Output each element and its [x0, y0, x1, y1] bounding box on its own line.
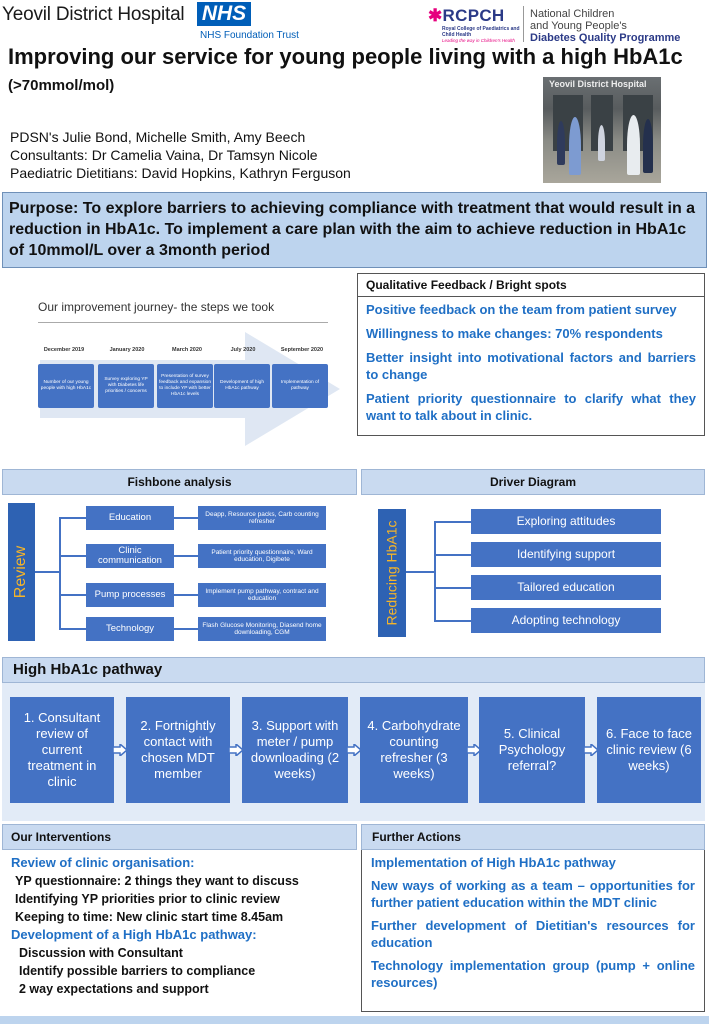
pathway-step: 6. Face to face clinic review (6 weeks) [597, 697, 701, 803]
fishbone-spine: Review [8, 503, 35, 641]
pathway-arrow-icon [347, 744, 361, 756]
driver-item: Tailored education [471, 575, 661, 600]
driver-item: Identifying support [471, 542, 661, 567]
fishbone-diagram [2, 497, 357, 645]
intervention-item: YP questionnaire: 2 things they want to discuss [15, 874, 299, 888]
interventions-panel [2, 850, 357, 1014]
qualitative-feedback-panel [357, 273, 705, 436]
journey-date: March 2020 [172, 347, 202, 353]
feedback-item: Positive feedback on the team from patient survey [366, 302, 677, 317]
further-action-item: New ways of working as a team – opportunities for further patient education within the MDT clinic [371, 878, 695, 910]
driver-item: Adopting technology [471, 608, 661, 633]
footer-strip [0, 1016, 709, 1024]
driver-item: Exploring attitudes [471, 509, 661, 534]
further-action-item: Further development of Dietitian's resources for education [371, 918, 695, 950]
pathway-flow [2, 683, 705, 821]
pathway-step: 2. Fortnightly contact with chosen MDT member [126, 697, 230, 803]
journey-step: Presentation of survey feedback and expansion to include YP with better HbA1c levels [157, 364, 213, 408]
further-actions-heading: Further Actions [361, 824, 705, 850]
fishbone-connector [59, 517, 61, 630]
fishbone-connector [174, 555, 198, 557]
nhs-logo: NHS [197, 2, 251, 26]
journey-date: July 2020 [230, 347, 256, 353]
pathway-heading: High HbA1c pathway [2, 657, 705, 683]
further-actions-panel [361, 850, 705, 1012]
improvement-journey [2, 280, 352, 435]
fishbone-detail: Deapp, Resource packs, Carb counting refresher [198, 506, 326, 530]
pathway-arrow-icon [584, 744, 598, 756]
pathway-step: 4. Carbohydrate counting refresher (3 weeks) [360, 697, 468, 803]
ncyp-logo-text: National Children and Young People's Diabetes Quality Programme [530, 8, 681, 44]
intervention-group-title: Development of a High HbA1c pathway: [11, 927, 257, 942]
fishbone-connector [59, 628, 86, 630]
intervention-item: Identifying YP priorities prior to clinic review [15, 892, 280, 906]
fishbone-connector [35, 571, 59, 573]
driver-diagram [361, 497, 705, 645]
interventions-heading: Our Interventions [2, 824, 357, 850]
further-action-item: Technology implementation group (pump + online resources) [371, 958, 695, 990]
fishbone-detail: Flash Glucose Monitoring, Diasend home downloading, CGM [198, 617, 326, 641]
pathway-arrow-icon [113, 744, 127, 756]
staff-line: PDSN's Julie Bond, Michelle Smith, Amy Beech [10, 129, 306, 145]
journey-rule [38, 322, 328, 323]
driver-connector [434, 554, 471, 556]
photo-sign-text: Yeovil District Hospital [549, 79, 647, 89]
fishbone-connector [59, 517, 86, 519]
journey-date: December 2019 [43, 347, 85, 353]
title-qualifier: (>70mmol/mol) [8, 77, 115, 94]
pathway-step: 3. Support with meter / pump downloading (2 weeks) [242, 697, 348, 803]
driver-connector [406, 571, 434, 573]
fishbone-category: Technology [86, 617, 174, 641]
purpose-statement: Purpose: To explore barriers to achieving compliance with treatment that would result in a reduction in HbA1c. To implement a care plan with the aim to achieve reduction in HbA1c of 10mmol/L over a 3month period [2, 192, 707, 268]
rcpch-full-name: Royal College of Paediatrics and Child Health [442, 26, 520, 38]
fishbone-heading: Fishbone analysis [2, 469, 357, 495]
pathway-step: 1. Consultant review of current treatment in clinic [10, 697, 114, 803]
fishbone-category: Education [86, 506, 174, 530]
fishbone-detail: Implement pump pathway, contract and education [198, 583, 326, 607]
intervention-item: Discussion with Consultant [19, 946, 183, 960]
staff-line: Consultants: Dr Camelia Vaina, Dr Tamsyn Nicole [10, 147, 318, 163]
trust-name: NHS Foundation Trust [200, 30, 299, 41]
intervention-item: Identify possible barriers to compliance [19, 964, 256, 978]
fishbone-connector [174, 517, 198, 519]
driver-heading: Driver Diagram [361, 469, 705, 495]
fishbone-connector [59, 555, 86, 557]
logo-divider [523, 6, 524, 42]
team-photo [543, 77, 661, 183]
fishbone-connector [174, 594, 198, 596]
fishbone-detail: Patient priority questionnaire, Ward education, Digibete [198, 544, 326, 568]
journey-step: Survey exploring YP with Diabetes life priorities / concerns [98, 364, 154, 408]
driver-spine: Reducing HbA1c [378, 509, 406, 637]
driver-connector [434, 521, 471, 523]
intervention-item: Keeping to time: New clinic start time 8.45am [15, 910, 284, 924]
fishbone-connector [59, 594, 86, 596]
pathway-arrow-icon [229, 744, 243, 756]
intervention-item: 2 way expectations and support [19, 982, 209, 996]
feedback-item: Willingness to make changes: 70% respondents [366, 326, 663, 341]
rcpch-tagline: Leading the way in Children's Health [442, 38, 515, 43]
hospital-name: Yeovil District Hospital [2, 4, 185, 25]
feedback-item: Better insight into motivational factors and barriers to change [366, 350, 696, 382]
pathway-step: 5. Clinical Psychology referral? [479, 697, 585, 803]
journey-step: Number of our young people with high HbA1c [38, 364, 94, 408]
staff-list [10, 128, 351, 182]
journey-step: Development of high HbA1c pathway [214, 364, 270, 408]
further-action-item: Implementation of High HbA1c pathway [371, 855, 616, 870]
intervention-group-title: Review of clinic organisation: [11, 855, 195, 870]
qualitative-heading: Qualitative Feedback / Bright spots [358, 274, 704, 297]
staff-line: Paediatric Dietitians: David Hopkins, Kathryn Ferguson [10, 165, 351, 181]
feedback-item: Patient priority questionnaire to clarify what they want to talk about in clinic. [366, 391, 696, 423]
rcpch-star-icon: ✱ [428, 6, 443, 25]
journey-date: September 2020 [280, 347, 324, 353]
driver-connector [434, 620, 471, 622]
fishbone-category: Pump processes [86, 583, 174, 607]
driver-connector [434, 587, 471, 589]
journey-date: January 2020 [109, 347, 145, 353]
journey-step: Implementation of pathway [272, 364, 328, 408]
poster-title: Improving our service for young people living with a high HbA1c (>70mmol/mol) [8, 44, 683, 94]
rcpch-logo: ✱RCPCH Royal College of Paediatrics and Child Health Leading the way in Children's Health [428, 6, 523, 43]
journey-title: Our improvement journey- the steps we took [38, 300, 275, 314]
driver-connector [434, 521, 436, 621]
fishbone-connector [174, 628, 198, 630]
fishbone-category: Clinic communication [86, 544, 174, 568]
